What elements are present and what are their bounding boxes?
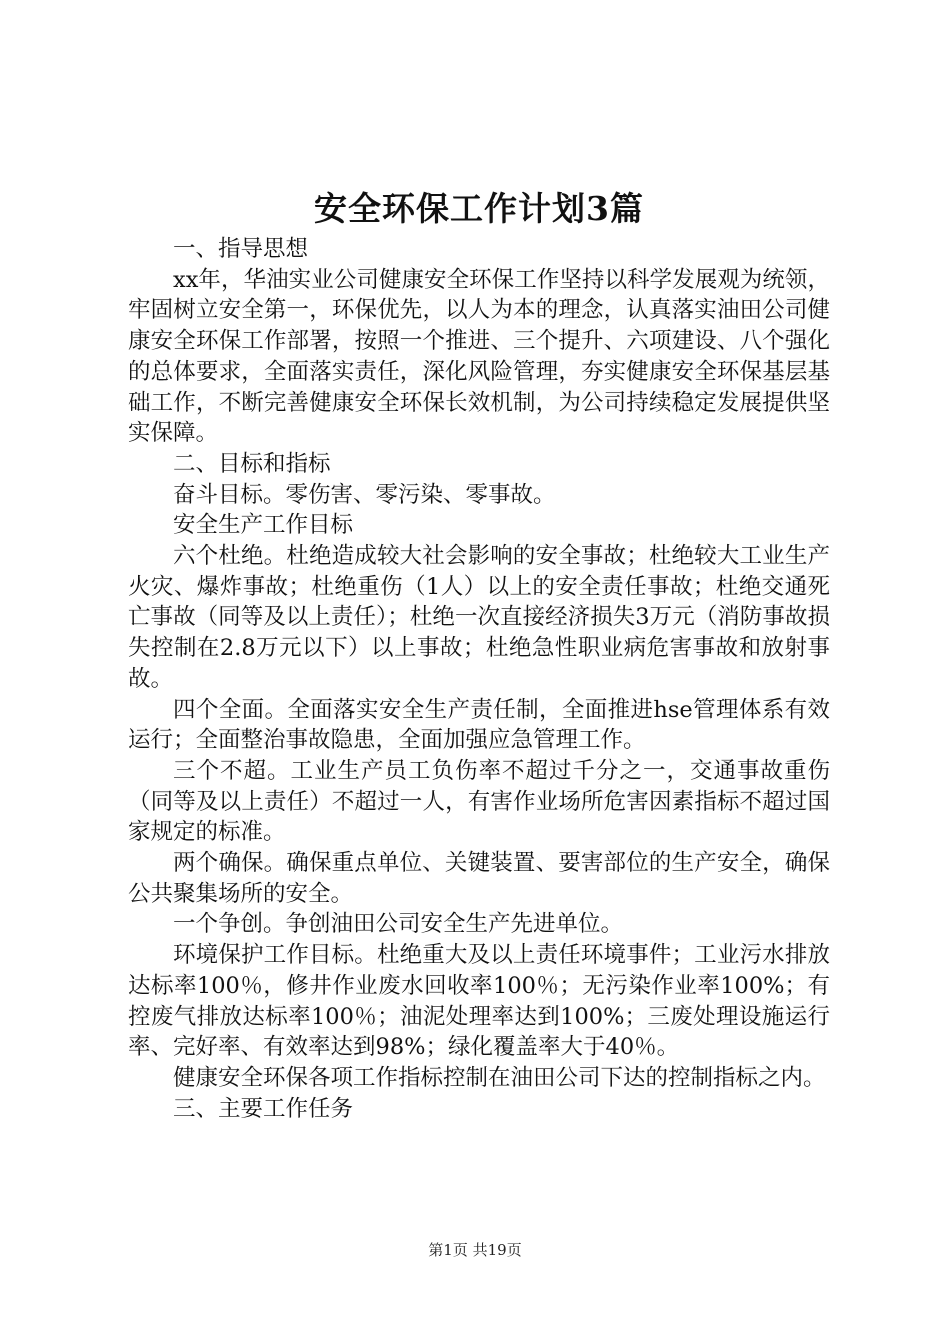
paragraph-guiding-ideology: xx年，华油实业公司健康安全环保工作坚持以科学发展观为统领，牢固树立安全第一，环保优先，以人为本的理念，认真落实油田公司健康安全环保工作部署，按照一个推进、三个提升、六项建设、八个强化的总体要求，全面落实责任，深化风险管理，夯实健康安全环保基层基础工作，不断完善健康安全环保长效机制，为公司持续稳定发展提供坚实保障。 — [128, 266, 830, 447]
heading-goals-indicators: 二、目标和指标 — [173, 450, 331, 477]
paragraph-one-strive: 一个争创。争创油田公司安全生产先进单位。 — [173, 911, 624, 938]
paragraph-six-eliminations: 六个杜绝。杜绝造成较大社会影响的安全事故；杜绝较大工业生产火灾、爆炸事故；杜绝重伤（1人）以上的安全责任事故；杜绝交通死亡事故（同等及以上责任）；杜绝一次直接经济损失3万元（消防事故损失控制在2.8万元以下）以上事故；杜绝急性职业病危害事故和放射事故。 — [128, 543, 830, 692]
heading-guiding-ideology: 一、指导思想 — [173, 236, 309, 262]
paragraph-three-limits: 三个不超。工业生产员工负伤率不超过千分之一，交通事故重伤（同等及以上责任）不超过一人，有害作业场所危害因素指标不超过国家规定的标准。 — [128, 757, 830, 846]
page-footer: 第1页 共19页 — [428, 1241, 522, 1259]
heading-main-tasks: 三、主要工作任务 — [173, 1095, 354, 1122]
paragraph-struggle-goal: 奋斗目标。零伤害、零污染、零事故。 — [173, 481, 556, 508]
paragraph-hse-indicators: 健康安全环保各项工作指标控制在油田公司下达的控制指标之内。 — [173, 1064, 826, 1091]
document-page — [128, 0, 830, 1344]
document-body — [128, 234, 830, 1124]
paragraph-environmental-goal: 环境保护工作目标。杜绝重大及以上责任环境事件；工业污水排放达标率100％，修井作业废水回收率100％；无污染作业率100%；有控废气排放达标率100％；油泥处理率达到100%；三废处理设施运行率、完好率、有效率达到98%；绿化覆盖率大于40％。 — [128, 942, 830, 1061]
document-title: 安全环保工作计划3篇 — [314, 189, 644, 228]
paragraph-four-comprehensives: 四个全面。全面落实安全生产责任制，全面推进hse管理体系有效运行；全面整治事故隐患，全面加强应急管理工作。 — [128, 696, 830, 754]
subheading-safety-goal: 安全生产工作目标 — [173, 512, 354, 539]
paragraph-two-ensures: 两个确保。确保重点单位、关键装置、要害部位的生产安全，确保公共聚集场所的安全。 — [128, 850, 830, 907]
